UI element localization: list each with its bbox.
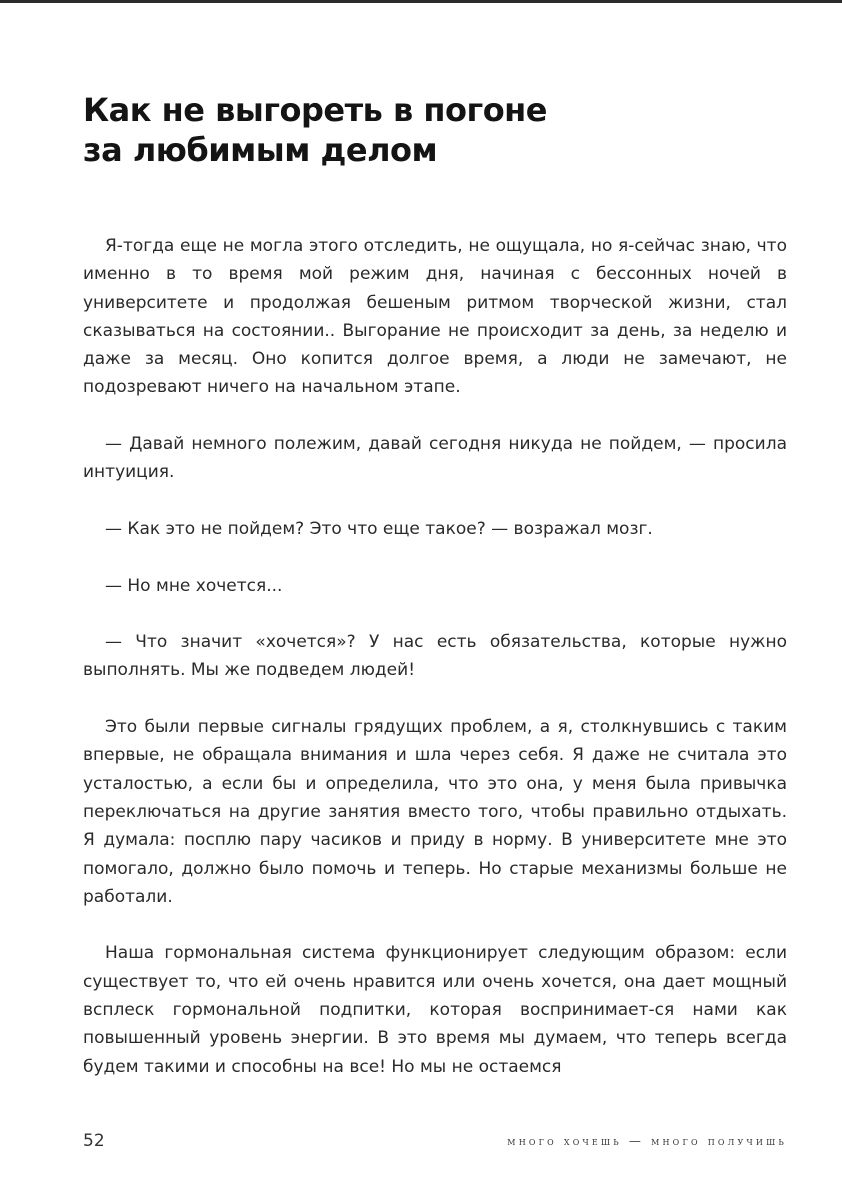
dialog-line-want: — Но мне хочется... <box>105 575 283 596</box>
paragraph-gap <box>83 487 787 515</box>
dialog-line-brain: — Как это не пойдем? Это что еще такое? — возражал мозг. <box>105 518 653 539</box>
chapter-title-line-2: за любимым делом <box>83 131 438 169</box>
paragraph-intro: Я-тогда еще не могла этого отследить, не ощущала, но я-сейчас знаю, что именно в то время мой режим дня, начиная с бессонных ночей в университете и продолжая бешеным ритмом творческой жизни, стал сказываться на состоянии.. Выгорание не происходит за день, за неделю и даже за месяц. Оно копится долгое время, а люди не замечают, не подозревают ничего на начальном этапе. <box>83 236 787 398</box>
dialog-line-obligations: — Что значит «хочется»? У нас есть обязательства, которые нужно выполнять. Мы же подведем людей! <box>83 632 787 681</box>
chapter-title <box>83 90 763 170</box>
paragraph-gap <box>83 402 787 430</box>
paragraph-gap <box>83 600 787 628</box>
paragraph-signals: Это были первые сигналы грядущих проблем, а я, столкнувшись с таким впервые, не обращала внимания и шла через себя. Я даже не считала это усталостью, а если бы и определила, что это она, у меня была привычка переключаться на другие занятия вместо того, чтобы правильно отдыхать. Я думала: посплю пару часиков и приду в норму. В университете мне это помогало, должно было помочь и теперь. Но старые механизмы больше не работали. <box>83 717 787 907</box>
paragraph-gap <box>83 543 787 571</box>
paragraph-gap <box>83 685 787 713</box>
page-footer <box>83 1131 787 1159</box>
body-text <box>83 232 787 1081</box>
page-number: 52 <box>83 1131 105 1151</box>
running-book-title: много хочешь — много получишь <box>507 1134 787 1148</box>
chapter-title-line-1: Как не выгореть в погоне <box>83 91 547 129</box>
top-border-line <box>0 0 842 3</box>
paragraph-hormonal-system: Наша гормональная система функционирует следующим образом: если существует то, что ей очень нравится или очень хочется, она дает мощный всплеск гормональной подпитки, которая воспринимает-ся нами как повышенный уровень энергии. В это время мы думаем, что теперь всегда будем такими и способны на все! Но мы не остаемся <box>83 943 787 1077</box>
dialog-line-intuition: — Давай немного полежим, давай сегодня никуда не пойдем, — просила интуиция. <box>83 434 787 483</box>
paragraph-gap <box>83 911 787 939</box>
